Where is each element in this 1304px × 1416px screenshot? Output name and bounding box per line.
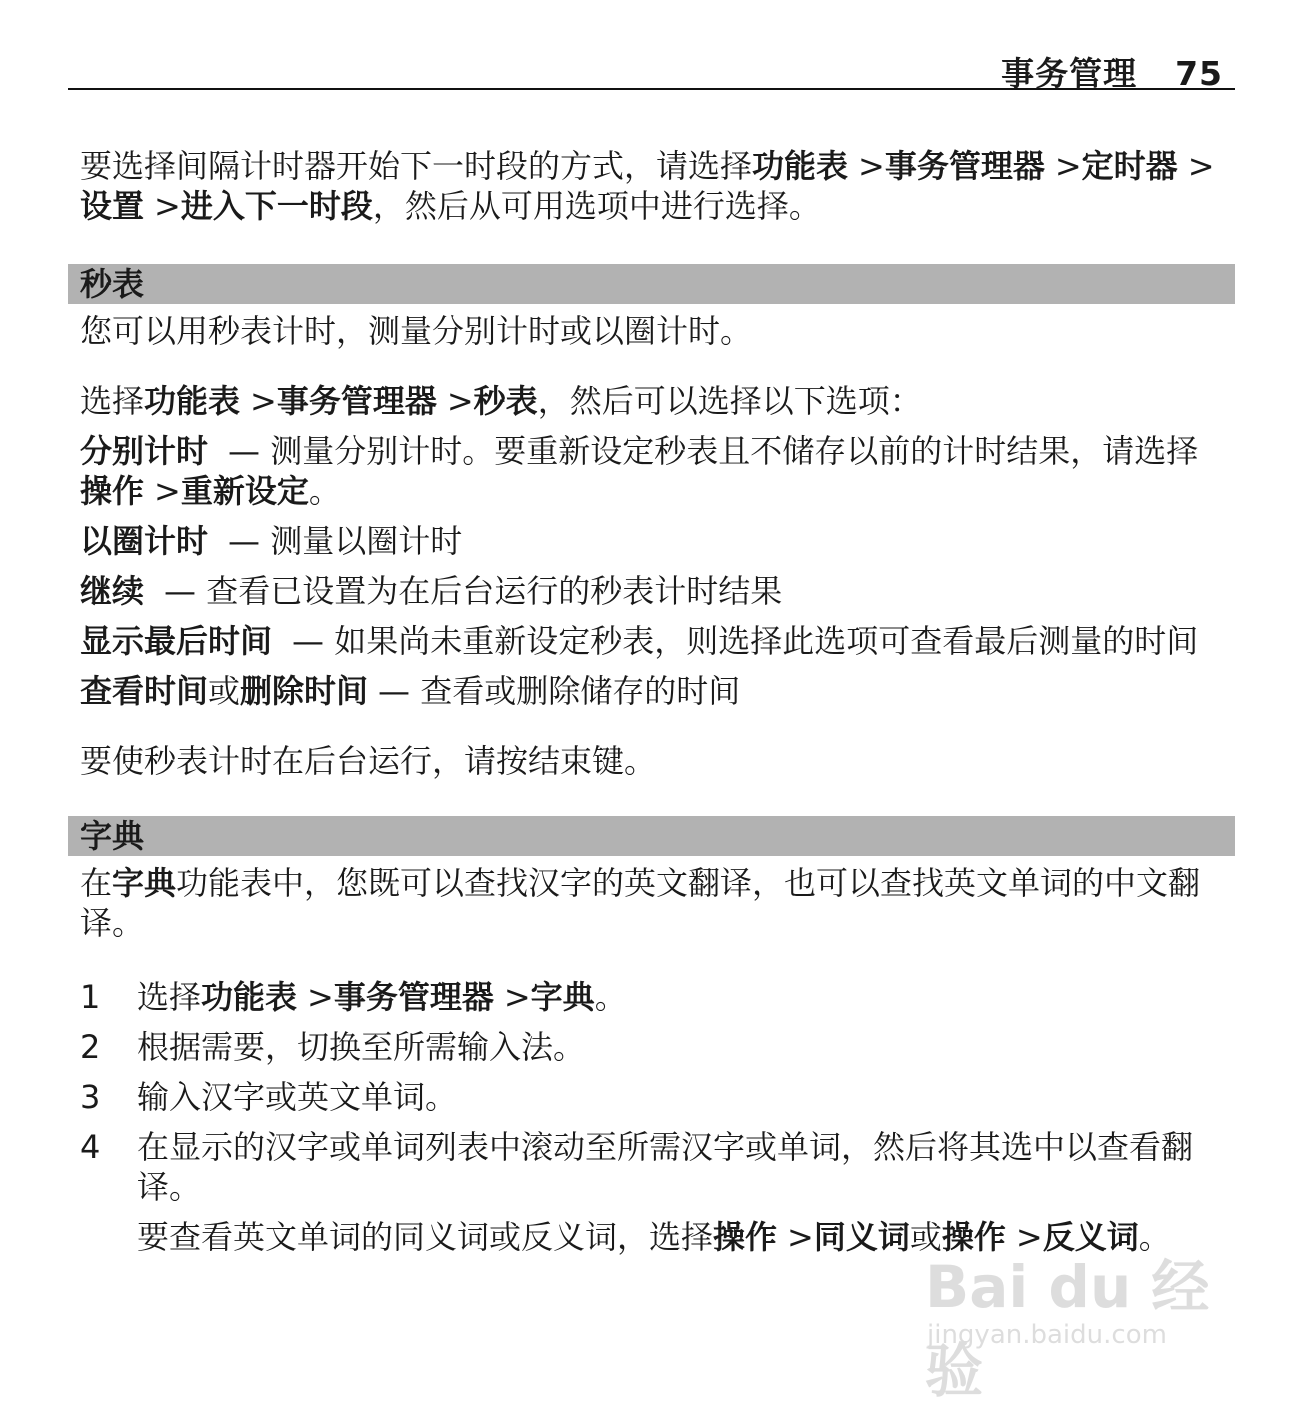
menu-arrow: > [154, 187, 181, 225]
stopwatch-description: 您可以用秒表计时，测量分别计时或以圈计时。 [80, 312, 753, 350]
menu-path-item: 功能表 [144, 382, 241, 420]
option-description: — 如果尚未重新设定秒表，则选择此选项可查看最后测量的时间 [292, 622, 1199, 660]
section-heading-dictionary: 字典 [68, 816, 1235, 856]
description-text: 在 [80, 864, 113, 902]
step-number: 4 [80, 1128, 101, 1166]
menu-arrow: > [307, 978, 334, 1016]
stopwatch-background-note: 要使秒表计时在后台运行，请按结束键。 [80, 742, 657, 780]
menu-path-item: 字典 [530, 978, 595, 1016]
option-description: — 查看或删除储存的时间 [378, 672, 741, 710]
intro-paragraph [80, 146, 1230, 226]
step-text: 选择 [137, 978, 202, 1016]
option-term: 分别计时 [80, 432, 209, 470]
menu-arrow: > [1015, 1218, 1043, 1256]
menu-path-item: 事务管理器 [276, 382, 437, 420]
option-show-last-time [80, 621, 1230, 661]
step-text: 。 [594, 978, 627, 1016]
menu-path-item: 事务管理器 [333, 978, 494, 1016]
option-term: 继续 [80, 572, 145, 610]
stopwatch-select-instruction [80, 381, 1230, 421]
instruction-text: ，然后可以选择以下选项： [537, 382, 922, 420]
option-description: 。 [308, 472, 341, 510]
section-heading-stopwatch: 秒表 [68, 264, 1235, 304]
chapter-title: 事务管理 [1001, 54, 1138, 93]
menu-arrow: > [1187, 147, 1215, 185]
note-text: 。 [1138, 1218, 1171, 1256]
menu-arrow: > [446, 382, 474, 420]
menu-arrow: > [503, 978, 531, 1016]
header-text [1001, 48, 1223, 95]
option-term: 删除时间 [240, 672, 369, 710]
menu-path-item: 反义词 [1042, 1218, 1139, 1256]
intro-text: 要选择间隔计时器开始下一时段的方式，请选择 [80, 147, 753, 185]
page-header [68, 46, 1235, 93]
step-number: 2 [80, 1028, 101, 1066]
description-text: 功能表中，您既可以查找汉字的英文翻译，也可以查找英文单词的中文翻译。 [80, 864, 1201, 942]
menu-path-item: 操作 [80, 472, 145, 510]
watermark-url: jingyan.baidu.com [927, 1320, 1167, 1350]
watermark-logo: Bai du 经验 [925, 1253, 1210, 1405]
option-connector: 或 [208, 672, 241, 710]
step-number: 3 [80, 1078, 101, 1116]
menu-path-item: 同义词 [813, 1218, 910, 1256]
menu-path-item: 设置 [80, 187, 145, 225]
step-item [80, 1127, 1230, 1207]
menu-path-item: 重新设定 [180, 472, 309, 510]
step-text: 输入汉字或英文单词。 [137, 1078, 458, 1116]
menu-arrow: > [787, 1218, 814, 1256]
step-item [80, 1077, 1230, 1117]
menu-arrow: > [250, 382, 277, 420]
option-view-delete-times [80, 671, 1230, 711]
menu-arrow: > [154, 472, 181, 510]
instruction-text: 选择 [80, 382, 145, 420]
option-description: — 测量分别计时。要重新设定秒表且不储存以前的计时结果，请选择 [228, 432, 1199, 470]
option-split-time [80, 431, 1230, 511]
option-lap-time [80, 521, 1230, 561]
intro-text: ，然后从可用选项中进行选择。 [372, 187, 821, 225]
option-term: 查看时间 [80, 672, 209, 710]
menu-path-item: 事务管理器 [884, 147, 1045, 185]
step-item [80, 977, 1230, 1017]
option-term: 显示最后时间 [80, 622, 273, 660]
note-connector: 或 [909, 1218, 942, 1256]
baidu-jingyan-watermark [925, 1210, 1225, 1405]
dictionary-description [80, 863, 1230, 943]
note-text: 要查看英文单词的同义词或反义词，选择 [137, 1218, 714, 1256]
page-content [80, 146, 1230, 1257]
step-text: 在显示的汉字或单词列表中滚动至所需汉字或单词，然后将其选中以查看翻译。 [137, 1128, 1194, 1206]
menu-arrow: > [1054, 147, 1082, 185]
menu-path-item: 功能表 [201, 978, 298, 1016]
option-term: 以圈计时 [80, 522, 209, 560]
menu-path-item: 功能表 [752, 147, 849, 185]
menu-path-item: 秒表 [473, 382, 538, 420]
step-text: 根据需要，切换至所需输入法。 [137, 1028, 586, 1066]
option-description: — 查看已设置为在后台运行的秒表计时结果 [164, 572, 783, 610]
menu-path-item: 定时器 [1081, 147, 1178, 185]
description-term: 字典 [112, 864, 177, 902]
option-description: — 测量以圈计时 [228, 522, 463, 560]
page-number: 75 [1175, 54, 1223, 93]
menu-arrow: > [858, 147, 885, 185]
step-number: 1 [80, 978, 101, 1016]
option-continue [80, 571, 1230, 611]
menu-path-item: 操作 [941, 1218, 1006, 1256]
menu-path-item: 进入下一时段 [180, 187, 373, 225]
step-item [80, 1027, 1230, 1067]
menu-path-item: 操作 [713, 1218, 778, 1256]
